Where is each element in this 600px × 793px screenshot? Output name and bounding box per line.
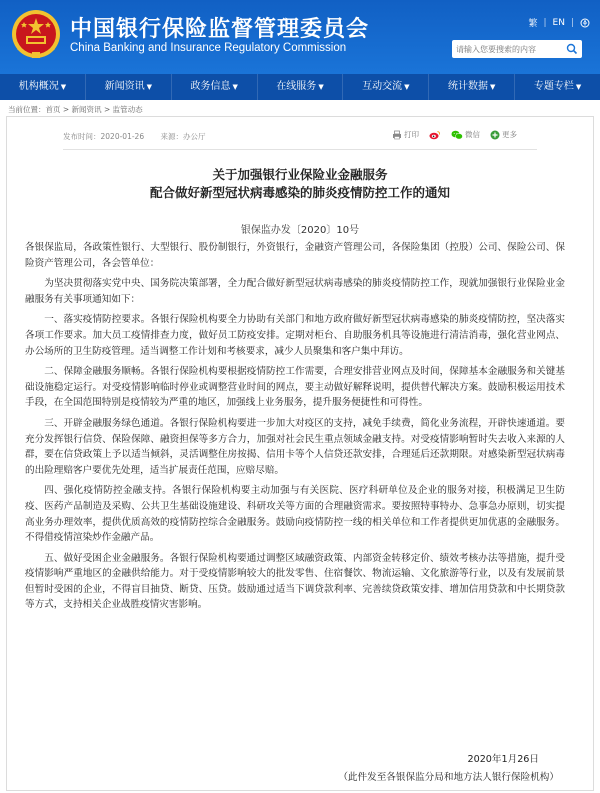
nav-label: 互动交流 (362, 81, 403, 92)
chevron-down-icon: ▼ (146, 83, 152, 91)
wechat-icon (451, 130, 463, 140)
breadcrumb-current-link[interactable]: 监管动态 (112, 105, 143, 114)
more-share-button[interactable] (490, 129, 517, 140)
nav-label: 在线服务 (276, 81, 317, 92)
article-meta (63, 131, 219, 142)
print-label: 打印 (404, 130, 419, 139)
publish-date: 发布时间：2020-01-26 (63, 132, 145, 141)
addressees: 各银保监局，各政策性银行、大型银行、股份制银行，外资银行，金融资产管理公司，各保险集团（控股）公司、保险公司、保险资产管理公司，各会管单位： (25, 242, 565, 269)
wechat-label: 微信 (465, 130, 480, 139)
search-input[interactable] (456, 45, 566, 54)
national-emblem-icon (10, 8, 62, 62)
nav-item-about[interactable] (0, 74, 86, 100)
nav-item-statistics[interactable] (429, 74, 515, 100)
wechat-share-button[interactable] (451, 129, 480, 140)
search-icon[interactable] (566, 43, 578, 55)
nav-item-online-services[interactable] (258, 74, 344, 100)
main-nav (0, 74, 600, 100)
article-source: 来源：办公厅 (160, 132, 206, 141)
chevron-down-icon: ▼ (490, 83, 496, 91)
paragraph-1: 一、落实疫情防控要求。各银行保险机构要全力协助有关部门和地方政府做好新型冠状病毒感染的肺炎疫情防控，坚决落实各项工作要求。加大员工疫情排查力度，做好员工防疫安排。定期对柜台、自助服务机具等设施进行清洁消毒，强化营业网点、办公场所的卫生防疫管理。适当调整工作计划和考核要求，减少人员聚集和客户集中拜访。 (25, 314, 565, 357)
paragraph-5: 五、做好受困企业金融服务。各银行保险机构要通过调整区域融资政策、内部资金转移定价、绩效考核办法等措施，提升受疫情影响严重地区的金融供给能力。对于受疫情影响较大的批发零售、住宿餐饮、物流运输、文化旅游等行业，以及有发展前景但暂时受困的企业，不得盲目抽贷、断贷、压贷。鼓励通过适当下调贷款利率、完善续贷政策安排、增加信用贷款和中长期贷款等方式，支持相关企业战胜疫情灾害影响。 (25, 552, 565, 611)
nav-label: 机构概况 (18, 81, 59, 92)
chevron-down-icon: ▼ (404, 83, 410, 91)
chevron-down-icon: ▼ (318, 83, 324, 91)
chevron-down-icon: ▼ (575, 83, 582, 91)
nav-item-news[interactable] (86, 74, 172, 100)
nav-item-interaction[interactable] (343, 74, 429, 100)
article-tools (392, 129, 517, 140)
document-number: 银保监办发〔2020〕10号 (240, 225, 360, 236)
lang-english-link[interactable]: EN (552, 17, 565, 28)
print-button[interactable] (392, 129, 419, 140)
document-title-line1: 关于加强银行业保险业金融服务 (212, 167, 388, 182)
breadcrumb (8, 104, 143, 115)
nav-label: 新闻资讯 (104, 81, 145, 92)
printer-icon (392, 130, 402, 140)
paragraph-4: 四、强化疫情防控金融支持。各银行保险机构要主动加强与有关医院、医疗科研单位及企业的服务对接，积极满足卫生防疫、医药产品制造及采购、公共卫生基础设施建设、科研攻关等方面的合理融资需求。要按照特事特办、急事急办原则，切实提高业务办理效率，提供优质高效的疫情防控综合金融服务。鼓励向疫情防控一线的相关单位和工作者提供更加优惠的金融服务。不得借疫情渲染炒作金融产品。 (25, 485, 565, 544)
breadcrumb-separator: > (60, 105, 72, 114)
breadcrumb-separator: > (101, 105, 113, 114)
signature-date: 2020年1月26日 (467, 754, 539, 765)
breadcrumb-label: 当前位置： (8, 105, 46, 114)
breadcrumb-home-link[interactable]: 首页 (45, 105, 61, 114)
paragraph-2: 二、保障金融服务顺畅。各银行保险机构要根据疫情防控工作需要，合理安排营业网点及时间，保障基本金融服务和关键基础设施稳定运行。对受疫情影响临时停业或调整营业时间的网点，要主动做好解释说明，提供替代解决方案。鼓励积极运用技术手段，在全国范围特别是疫情较为严重的地区，加强线上业务服务，提升服务便捷性和可得性。 (25, 366, 565, 409)
meta-divider (63, 149, 537, 150)
paragraph-intro: 为坚决贯彻落实党中央、国务院决策部署，全力配合做好新型冠状病毒感染的肺炎疫情防控工作，现就加强银行业保险业金融服务有关事项通知如下： (25, 278, 565, 305)
nav-item-government-info[interactable] (172, 74, 258, 100)
nav-item-special-topics[interactable] (515, 74, 600, 100)
lang-separator: | (570, 17, 574, 28)
more-label: 更多 (502, 130, 517, 139)
plus-circle-icon (490, 130, 500, 140)
nav-label: 专题专栏 (533, 81, 574, 92)
document-body (25, 240, 565, 618)
nav-label: 统计数据 (448, 81, 489, 92)
weibo-icon (429, 130, 441, 140)
nav-label: 政务信息 (190, 81, 231, 92)
site-header (0, 0, 600, 74)
lang-separator: | (543, 17, 547, 28)
site-title-english: China Banking and Insurance Regulatory Commission (70, 42, 347, 54)
accessibility-icon[interactable] (580, 18, 590, 28)
site-title: 中国银行保险监督管理委员会 (70, 17, 370, 42)
article-card (6, 116, 594, 791)
breadcrumb-news-link[interactable]: 新闻资讯 (71, 105, 102, 114)
chevron-down-icon: ▼ (232, 83, 238, 91)
distribution-note: （此件发至各银保监分局和地方法人银行保险机构） (338, 772, 559, 783)
language-switcher (528, 16, 590, 29)
paragraph-3: 三、开辟金融服务绿色通道。各银行保险机构要进一步加大对疫区的支持，减免手续费，简化业务流程，开辟快速通道。要充分发挥银行信贷、保险保障、融资担保等多方合力，加强对社会民生重点领域金融支持。对受疫情影响暂时失去收入来源的人群，要在信贷政策上予以适当倾斜，灵活调整住房按揭、信用卡等个人信贷还款安排，合理延后还款期限。对感染新型冠状病毒的出险理赔客户要优先处理，适当扩展责任范围，应赔尽赔。 (25, 417, 565, 476)
search-box (452, 40, 582, 58)
chevron-down-icon: ▼ (60, 83, 67, 91)
lang-traditional-link[interactable]: 繁 (528, 19, 538, 29)
weibo-share-button[interactable] (429, 130, 441, 140)
document-title-line2: 配合做好新型冠状病毒感染的肺炎疫情防控工作的通知 (149, 185, 450, 200)
